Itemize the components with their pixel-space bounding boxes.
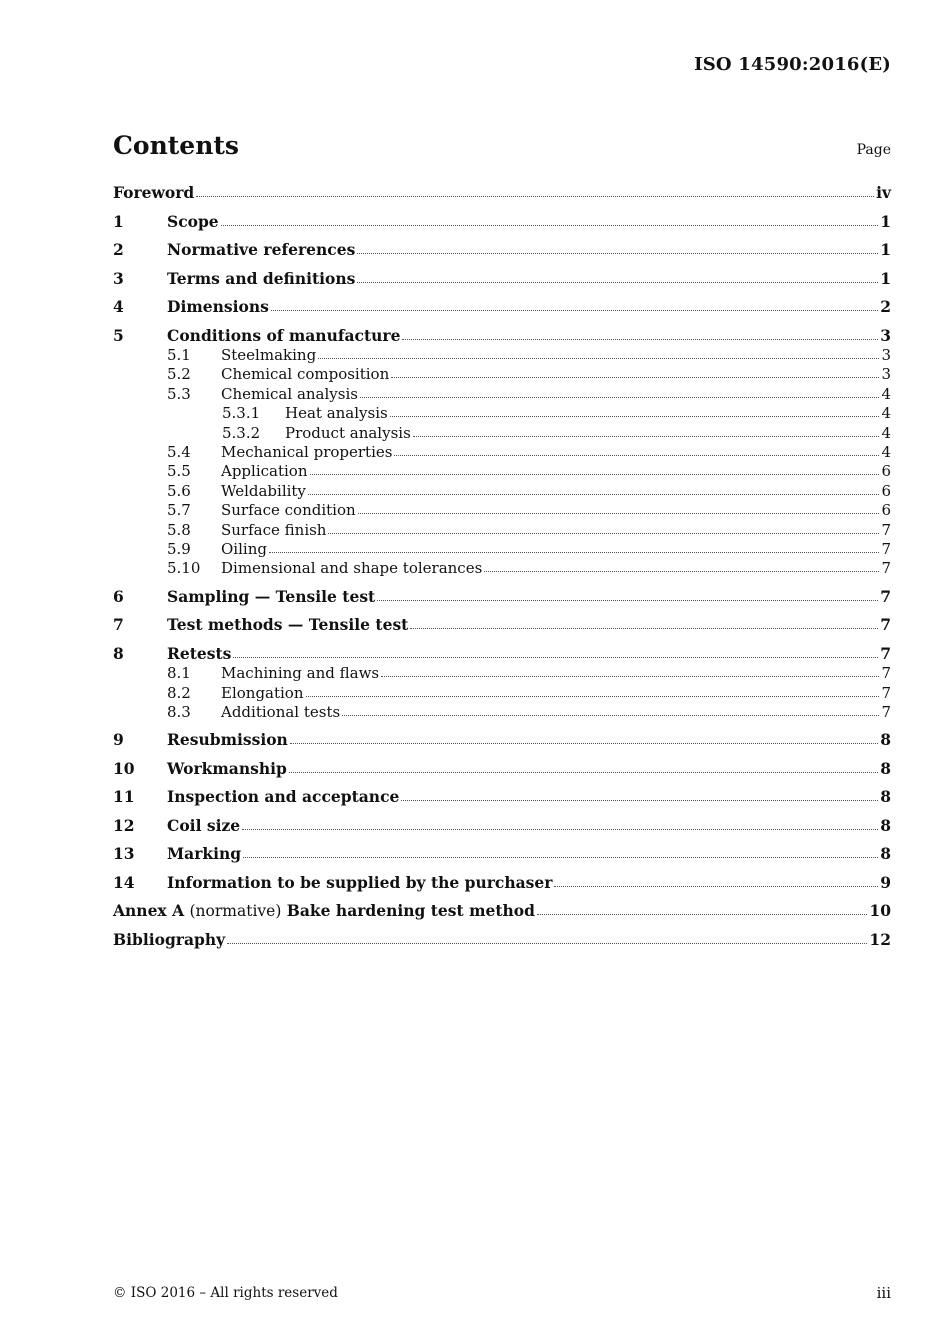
dot-leader [306, 696, 880, 697]
toc-entry[interactable] [113, 365, 891, 384]
toc-entry-number: 2 [113, 240, 124, 259]
dot-leader [484, 571, 879, 572]
toc-entry-title [167, 644, 231, 663]
toc-entry-title-text: Terms and definitions [167, 268, 356, 288]
toc-entry-page: 8 [880, 758, 891, 778]
contents-heading: Contents [113, 131, 240, 160]
toc-entry-page: 8 [880, 787, 891, 807]
toc-entry-title-text: Coil size [167, 815, 241, 835]
dot-leader [401, 800, 878, 801]
toc-entry-title-text: Heat analysis [285, 404, 388, 423]
toc-entry-number: 5.9 [167, 539, 191, 558]
toc-entry-title [221, 443, 392, 461]
toc-entry-number: 5.3 [167, 384, 191, 403]
toc-entry-title [113, 930, 225, 949]
toc-entry-title [167, 730, 288, 749]
toc-entry-page: 4 [881, 442, 891, 461]
toc-entry-title [167, 759, 287, 778]
toc-entry-title [167, 212, 219, 231]
toc-entry-title [167, 326, 400, 345]
toc-entry-page: iv [876, 183, 891, 202]
toc-entry-title-text: Dimensional and shape tolerances [221, 559, 483, 578]
toc-entry-page: 3 [881, 365, 891, 384]
toc-entry[interactable] [113, 462, 891, 481]
toc-entry[interactable] [113, 424, 891, 443]
toc-entry-page: 8 [880, 815, 891, 835]
toc-entry[interactable] [113, 615, 891, 636]
toc-entry-title-text: Bibliography [113, 929, 226, 949]
toc-entry-title [113, 901, 535, 920]
dot-leader [233, 657, 878, 658]
toc-entry-title [167, 787, 399, 806]
dot-leader [413, 436, 880, 437]
dot-leader [196, 196, 874, 197]
toc-entry-title-text: Chemical composition [221, 365, 390, 384]
toc-entry-page: 4 [881, 404, 891, 423]
toc-entry-title [221, 559, 482, 577]
toc-entry-page: 1 [880, 240, 891, 259]
toc-entry-title-text: Scope [167, 211, 219, 231]
toc-entry-page: 6 [881, 462, 891, 481]
dot-leader [537, 914, 867, 915]
dot-leader [377, 600, 878, 601]
toc-entry[interactable] [113, 873, 891, 894]
toc-entry-title-text: Test methods — Tensile test [167, 615, 409, 635]
toc-entry-number: 12 [113, 815, 135, 835]
toc-entry-title-text: Chemical analysis [221, 384, 358, 403]
toc-entry-title [221, 482, 306, 500]
toc-entry[interactable] [113, 346, 891, 365]
toc-entry-number: 5.1 [167, 346, 191, 364]
toc-entry-title-text: Sampling — Tensile test [167, 586, 376, 606]
toc-entry-page: 4 [881, 423, 891, 442]
dot-leader [357, 253, 878, 254]
dot-leader [310, 474, 880, 475]
toc-entry-title-text: Elongation [221, 683, 304, 702]
toc-entry-page: 8 [880, 730, 891, 750]
toc-entry-title [221, 365, 389, 383]
toc-entry-title-text: Annex A [113, 901, 185, 921]
toc-entry-title-text: Information to be supplied by the purchaser [167, 872, 553, 892]
toc-entry-number: 11 [113, 787, 135, 807]
toc-entry-number: 5.3.1 [222, 404, 261, 423]
toc-entry-page: 7 [880, 643, 891, 663]
toc-entry-title-text: Conditions of manufacture [167, 325, 401, 345]
toc-entry-title [167, 873, 552, 892]
toc-entry-title [167, 269, 355, 288]
toc-entry-title [285, 424, 411, 442]
dot-leader [271, 310, 878, 311]
dot-leader [357, 282, 878, 283]
toc-entry-title-text: Normative references [167, 240, 356, 259]
toc-entry-page: 4 [881, 384, 891, 403]
toc-entry[interactable] [113, 587, 891, 608]
toc-entry-title [221, 501, 356, 519]
toc-entry-title [167, 816, 240, 835]
toc-entry-title-text: Steelmaking [221, 346, 317, 364]
toc-entry-page: 7 [881, 559, 891, 578]
toc-entry-title-text: Surface condition [221, 501, 356, 520]
toc-entry-title [221, 462, 308, 480]
toc-entry-number: 14 [113, 872, 135, 892]
toc-entry-title [167, 297, 269, 316]
toc-entry[interactable] [113, 326, 891, 347]
toc-entry-number: 10 [113, 758, 135, 778]
dot-leader [318, 358, 879, 359]
dot-leader [358, 513, 880, 514]
toc-entry-title-text: Machining and flaws [221, 664, 380, 683]
toc-entry-title-text: Additional tests [221, 702, 341, 721]
toc-entry-number: 5 [113, 325, 124, 345]
toc-entry-page: 7 [880, 586, 891, 606]
toc-entry-title-text: Foreword [113, 183, 195, 202]
toc-entry[interactable] [113, 240, 891, 261]
toc-entry-number: 5.6 [167, 481, 191, 500]
toc-entry-page: 12 [869, 929, 891, 949]
toc-entry-page: 1 [880, 211, 891, 231]
toc-entry-title [221, 385, 358, 403]
dot-leader [342, 715, 879, 716]
dot-leader [360, 397, 879, 398]
document-id: ISO 14590:2016(E) [694, 54, 891, 75]
dot-leader [390, 416, 880, 417]
toc-entry-page: 2 [880, 297, 891, 316]
toc-entry-title-text: Surface finish [221, 520, 327, 539]
toc-entry-title-text: Resubmission [167, 730, 288, 750]
toc-entry-title-text: Dimensions [167, 297, 269, 316]
toc-entry-page: 10 [869, 901, 891, 921]
toc-entry[interactable] [113, 521, 891, 540]
toc-entry-number: 5.7 [167, 501, 191, 520]
dot-leader [328, 533, 879, 534]
dot-leader [289, 772, 878, 773]
toc-entry-number: 8.2 [167, 683, 191, 702]
toc-entry-number: 3 [113, 268, 124, 288]
toc-entry-number: 5.3.2 [222, 423, 261, 442]
toc-entry-title [221, 684, 304, 702]
toc-entry-title [113, 183, 194, 202]
toc-entry[interactable] [113, 644, 891, 665]
toc-entry-title [221, 703, 340, 721]
toc-entry-page: 3 [880, 325, 891, 345]
toc-entry-page: 3 [881, 346, 891, 364]
toc-entry-number: 5.8 [167, 520, 191, 539]
toc-entry-page: 7 [880, 615, 891, 635]
toc-entry-number: 9 [113, 730, 124, 750]
toc-entry[interactable] [113, 844, 891, 865]
page-number: iii [876, 1284, 891, 1302]
annex-type: (normative) [189, 902, 282, 921]
dot-leader [227, 943, 867, 944]
toc-entry-title [221, 346, 316, 364]
toc-entry-title [167, 240, 355, 259]
dot-leader [554, 886, 878, 887]
toc-entry[interactable] [113, 684, 891, 703]
toc-entry-page: 7 [881, 539, 891, 558]
toc-entry[interactable] [113, 404, 891, 423]
dot-leader [381, 676, 879, 677]
toc-entry-title [167, 615, 408, 634]
toc-entry[interactable] [113, 482, 891, 501]
toc-entry[interactable] [113, 183, 891, 204]
dot-leader [269, 552, 880, 553]
toc-entry[interactable] [113, 443, 891, 462]
toc-entry-title-text: Mechanical properties [221, 442, 393, 461]
toc-entry-number: 5.4 [167, 442, 191, 461]
toc-entry[interactable] [113, 730, 891, 751]
toc-entry-number: 5.10 [167, 559, 201, 578]
toc-entry-title [167, 844, 241, 863]
toc-entry-page: 6 [881, 501, 891, 520]
page-column-label: Page [856, 142, 891, 158]
dot-leader [242, 829, 878, 830]
toc-entry-title-text: Application [221, 462, 308, 481]
toc-entry-number: 5.2 [167, 365, 191, 384]
copyright-footer: © ISO 2016 – All rights reserved [113, 1285, 338, 1301]
toc-entry[interactable] [113, 385, 891, 404]
toc-entry[interactable] [113, 540, 891, 559]
toc-entry-number: 8 [113, 643, 124, 663]
toc-entry-page: 7 [881, 702, 891, 721]
toc-entry-page: 9 [880, 872, 891, 892]
toc-entry[interactable] [113, 501, 891, 520]
dot-leader [394, 455, 879, 456]
dot-leader [221, 225, 879, 226]
annex-title: Bake hardening test method [286, 901, 535, 921]
toc-entry-number: 5.5 [167, 462, 191, 481]
toc-entry-title-text: Oiling [221, 539, 267, 558]
toc-entry-number: 8.1 [167, 664, 191, 683]
toc-entry[interactable] [113, 269, 891, 290]
toc-entry-title-text: Workmanship [167, 758, 287, 778]
toc-entry-page: 8 [880, 844, 891, 864]
toc-entry[interactable] [113, 664, 891, 683]
toc-entry[interactable] [113, 703, 891, 722]
toc-entry[interactable] [113, 759, 891, 780]
toc-entry-title-text: Retests [167, 643, 232, 663]
toc-entry[interactable] [113, 816, 891, 837]
toc-entry-title-text: Marking [167, 844, 242, 864]
toc-entry[interactable] [113, 930, 891, 951]
toc-entry-page: 7 [881, 683, 891, 702]
toc-entry-page: 7 [881, 520, 891, 539]
toc-entry-title-text: Product analysis [285, 423, 411, 442]
toc-entry-title [285, 404, 388, 422]
dot-leader [308, 494, 880, 495]
toc-entry[interactable] [113, 787, 891, 808]
toc-entry-page: 6 [881, 481, 891, 500]
toc-entry[interactable] [113, 559, 891, 578]
dot-leader [290, 743, 878, 744]
toc-entry-number: 4 [113, 297, 124, 316]
table-of-contents [113, 183, 891, 950]
toc-entry-number: 6 [113, 586, 124, 606]
toc-entry-title-text: Inspection and acceptance [167, 787, 400, 807]
toc-entry-page: 7 [881, 664, 891, 683]
dot-leader [243, 857, 878, 858]
toc-entry[interactable] [113, 212, 891, 233]
toc-entry-page: 1 [880, 268, 891, 288]
dot-leader [391, 377, 879, 378]
toc-entry-number: 8.3 [167, 702, 191, 721]
toc-entry-title [221, 521, 326, 539]
dot-leader [402, 339, 878, 340]
toc-entry-number: 13 [113, 844, 135, 864]
toc-entry-title [167, 587, 375, 606]
toc-entry-title-text: Weldability [221, 481, 306, 500]
toc-entry[interactable] [113, 297, 891, 318]
toc-entry-title [221, 540, 267, 558]
toc-entry-number: 1 [113, 211, 124, 231]
toc-entry-number: 7 [113, 615, 124, 635]
toc-entry[interactable] [113, 901, 891, 922]
dot-leader [410, 628, 878, 629]
toc-entry-title [221, 664, 379, 682]
